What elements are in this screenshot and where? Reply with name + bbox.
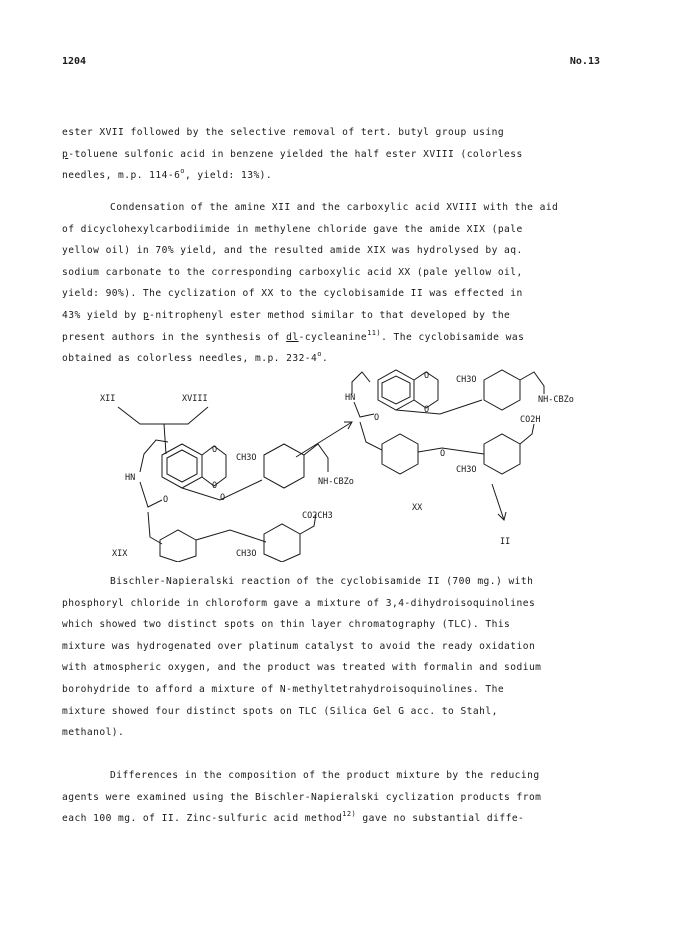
- paragraph-4: [62, 765, 622, 830]
- p3-line-8: methanol).: [62, 727, 125, 739]
- p2-line-7a: present authors in the synthesis of: [62, 331, 287, 343]
- p4-line-3a: each 100 mg. of II. Zinc-sulfuric acid method: [62, 813, 343, 825]
- p2-line-5: yield: 90%). The cyclization of XX to the cyclobisamide II was effected in: [62, 288, 523, 300]
- p3-line-6: borohydride to afford a mixture of N-methyltetrahydroisoquinolines. The: [62, 683, 505, 695]
- xix-hn: HN: [125, 473, 136, 483]
- xix-ch3o: CH3O: [236, 453, 257, 463]
- paragraph-2: [62, 197, 622, 370]
- p3-line-3: which showed two distinct spots on thin layer chromatography (TLC). This: [62, 619, 511, 631]
- xx-carbonyl-o: O: [374, 413, 380, 423]
- xx-co2h: CO2H: [520, 415, 541, 425]
- p1-degree: o: [180, 167, 185, 176]
- p4-line-1: Differences in the composition of the product mixture by the reducing: [110, 770, 540, 781]
- p4-ref-12: 12): [342, 810, 357, 819]
- p1-line-2: -toluene sulfonic acid in benzene yielded the half ester XVIII (colorless: [68, 148, 523, 160]
- reaction-scheme: [0, 362, 680, 562]
- p2-line-1: Condensation of the amine XII and the carboxylic acid XVIII with the aid: [110, 202, 559, 213]
- xix-o1: O: [212, 445, 218, 455]
- paragraph-1: [62, 122, 622, 187]
- xx-ch3o: CH3O: [456, 375, 477, 385]
- p3-line-1: Bischler-Napieralski reaction of the cyclobisamide II (700 mg.) with: [110, 576, 534, 587]
- p2-line-6a: 43% yield by: [62, 309, 143, 321]
- p2-dl: dl: [286, 331, 299, 343]
- structure-xix: [112, 440, 354, 562]
- label-xviii: XVIII: [182, 394, 208, 404]
- p2-line-4: sodium carbonate to the corresponding carboxylic acid XX (pale yellow oil,: [62, 266, 523, 278]
- p1-line-3a: needles, m.p. 114-6: [62, 170, 181, 182]
- label-xix: XIX: [112, 549, 128, 559]
- label-ii: II: [500, 537, 511, 547]
- p4-line-2: agents were examined using the Bischler-Napieralski cyclization products from: [62, 791, 542, 803]
- p3-line-4: mixture was hydrogenated over platinum catalyst to avoid the ready oxidation: [62, 640, 536, 652]
- p3-line-2: phosphoryl chloride in chloroform gave a mixture of 3,4-dihydroisoquinolines: [62, 597, 536, 609]
- xix-ether-o: O: [220, 493, 226, 503]
- paragraph-3: [62, 571, 622, 744]
- xx-nhcbzo: NH-CBZo: [538, 395, 574, 405]
- p2-line-6c: -nitrophenyl ester method similar to that developed by the: [149, 309, 511, 321]
- structure-xx: [345, 370, 574, 513]
- arrow-down-xix: [164, 424, 166, 454]
- p3-line-7: mixture showed four distinct spots on TLC (Silica Gel G acc. to Stahl,: [62, 705, 498, 717]
- p2-italic-p: p: [142, 309, 150, 321]
- xix-co2ch3: CO2CH3: [302, 511, 333, 521]
- page-number: 1204: [62, 56, 87, 67]
- p2-line-7d: . The cyclobisamide was: [381, 331, 525, 343]
- xix-o2: O: [212, 481, 218, 491]
- p2-line-8a: obtained as colorless needles, m.p. 232-4: [62, 353, 318, 365]
- xix-carbonyl-o: O: [163, 495, 169, 505]
- xix-nhcbzo: NH-CBZo: [318, 477, 354, 487]
- xx-ether-o: O: [440, 449, 446, 459]
- p1-italic-p: p: [62, 148, 69, 160]
- label-xii: XII: [100, 394, 116, 404]
- p2-degree: o: [317, 350, 322, 359]
- xx-o1: O: [424, 371, 430, 381]
- p2-line-3: yellow oil) in 70% yield, and the resulted amide XIX was hydrolysed by aq.: [62, 245, 523, 257]
- xix-ch3o-2: CH3O: [236, 549, 257, 559]
- p1-line-1: ester XVII followed by the selective removal of tert. butyl group using: [62, 127, 505, 138]
- combine-bracket: [118, 407, 208, 424]
- xx-o2: O: [424, 405, 430, 415]
- p2-line-2: of dicyclohexylcarbodiimide in methylene chloride gave the amide XIX (pale: [62, 223, 523, 235]
- p3-line-5: with atmospheric oxygen, and the product was treated with formalin and sodium: [62, 662, 542, 674]
- p2-line-7c: -cycleanine: [298, 331, 368, 343]
- p4-line-3b: gave no substantial diffe-: [356, 813, 525, 825]
- p2-ref-11: 11): [367, 328, 382, 337]
- p2-line-8b: .: [321, 353, 329, 365]
- xx-hn: HN: [345, 393, 356, 403]
- issue-number: No.13: [569, 56, 600, 67]
- label-xx: XX: [412, 503, 423, 513]
- xx-ch3o-2: CH3O: [456, 465, 477, 475]
- p1-line-3b: , yield: 13%).: [184, 170, 273, 182]
